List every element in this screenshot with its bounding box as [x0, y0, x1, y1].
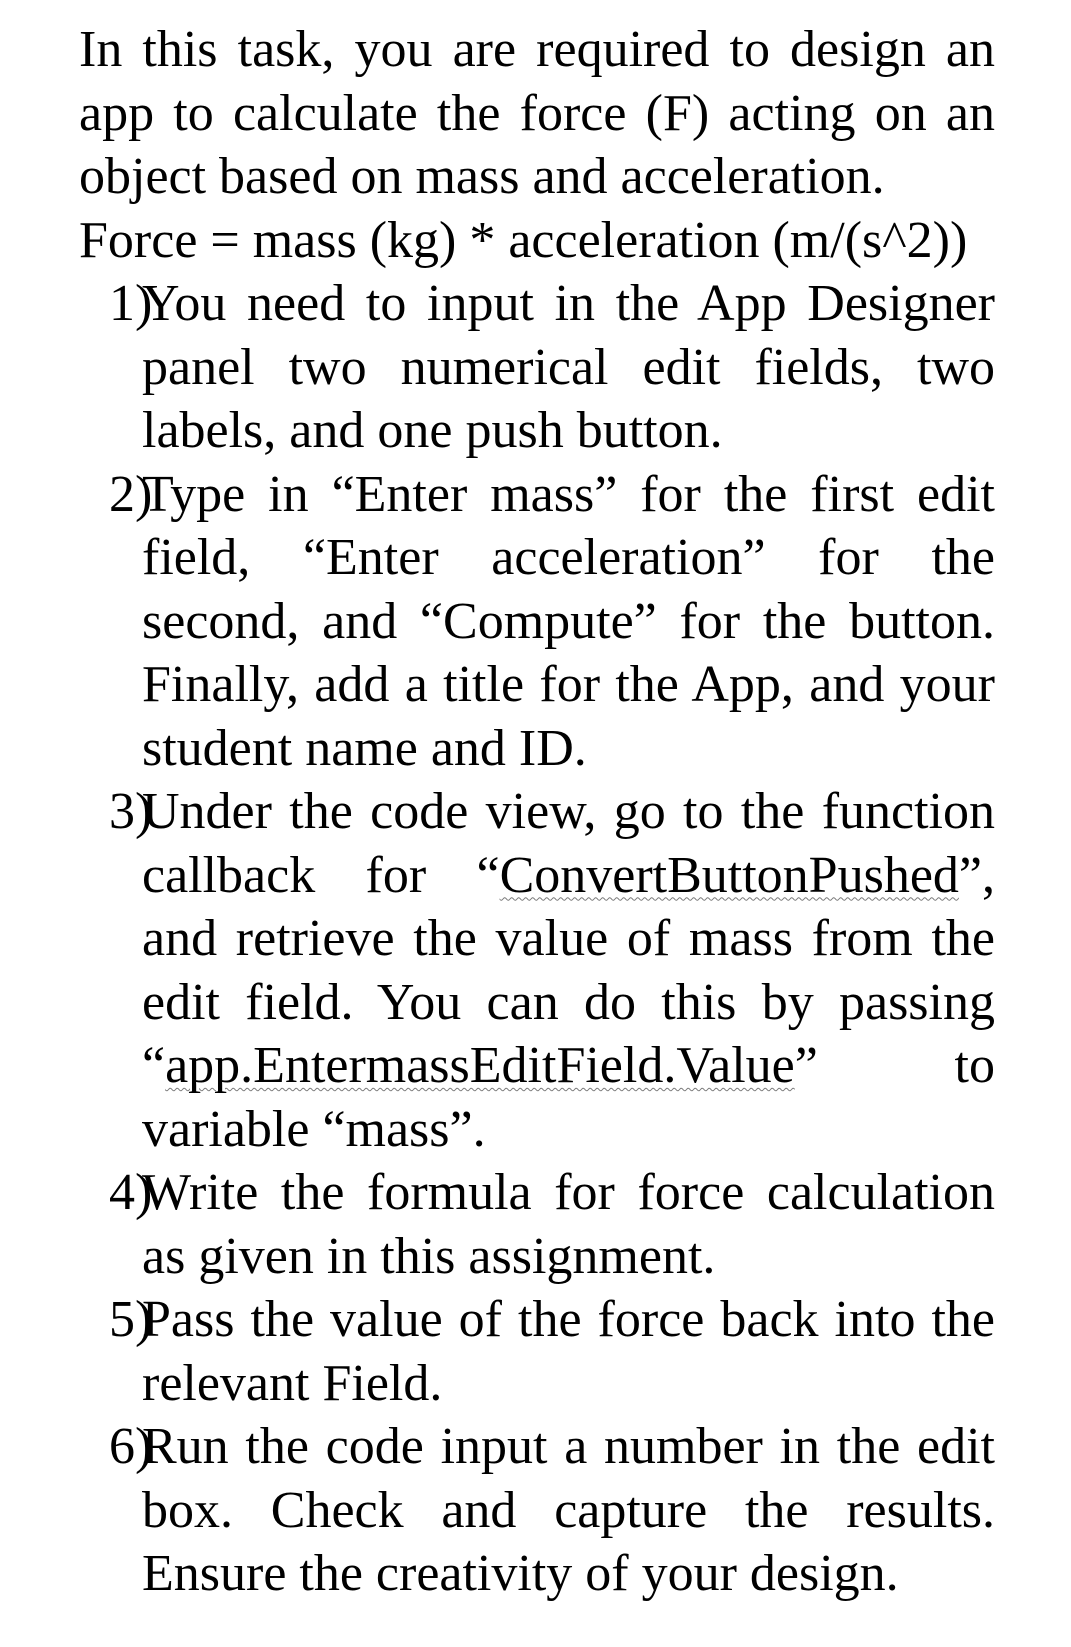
step-text: Pass the value of the force back into the relevant Field. [142, 1291, 995, 1412]
step-number: 5) [109, 1291, 153, 1348]
instruction-list [79, 272, 995, 1606]
list-item [79, 272, 995, 463]
list-item [79, 1415, 995, 1606]
step-text: Run the code input a number in the edit box. Check and capture the results. Ensure the creativity of your design. [142, 1418, 995, 1602]
step-number: 3) [109, 783, 153, 840]
step-text: You need to input in the App Designer panel two numerical edit fields, two labels, and one push button. [142, 275, 995, 459]
step-text: Type in “Enter mass” for the first edit field, “Enter acceleration” for the second, and “Compute” for the button. Finally, add a title for the App, and your student name and ID. [142, 465, 995, 777]
field-value-expression: app.EntermassEditField.Value [165, 1037, 795, 1094]
step-number: 2) [109, 465, 153, 523]
callback-name: ConvertButtonPushed [499, 846, 959, 904]
step-text: Write the formula for force calculation as given in this assignment. [142, 1164, 995, 1285]
list-item [79, 1288, 995, 1415]
step-text [142, 780, 995, 1161]
intro-paragraph: In this task, you are required to design an app to calculate the force (F) acting on an object based on mass and acceleration. [79, 21, 995, 205]
step-text-part: ”, and retrieve the value of mass from the edit field. You can do this by passing “ [142, 846, 995, 1094]
step-number: 1) [109, 275, 153, 332]
step-number: 6) [109, 1418, 153, 1475]
step-text-part: ” to variable “mass”. [142, 1037, 995, 1158]
step-number: 4) [109, 1164, 153, 1221]
force-formula: Force = mass (kg) * acceleration (m/(s^2)) [79, 211, 968, 269]
list-item [79, 780, 995, 1161]
assignment-document [79, 18, 995, 1606]
step-text-part: Under the code view, go to the function callback for “ [142, 783, 995, 904]
list-item [79, 463, 995, 781]
list-item [79, 1161, 995, 1288]
